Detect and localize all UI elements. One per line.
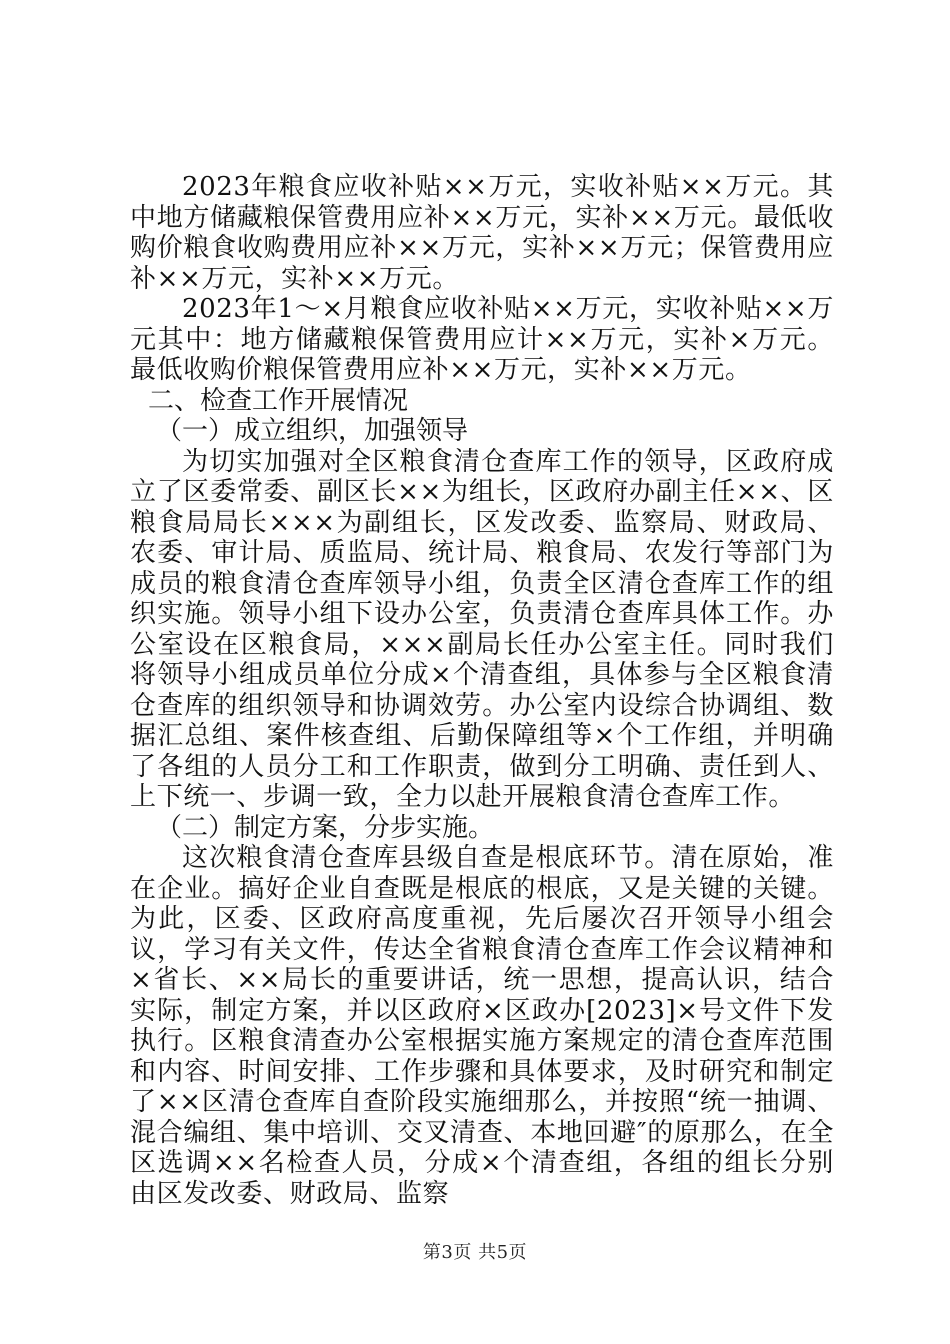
paragraph-self-inspection: 这次粮食清仓查库县级自查是根底环节。清在原始，准在企业。搞好企业自查既是根底的根底，又是关键的关键。为此，区委、区政府高度重视，先后屡次召开领导小组会议，学习有关文件，传达全省粮食清仓查库工作会议精神和×省长、××局长的重要讲话，统一思想，提高认识，结合实际，制定方案，并以区政府×区政办[2023]×号文件下发执行。区粮食清查办公室根据实施方案规定的清仓查库范围和内容、时间安排、工作步骤和具体要求，及时研究和制定了××区清仓查库自查阶段实施细那么，并按照“统一抽调、混合编组、集中培训、交叉清查、本地回避″的原那么，在全区选调××名检查人员，分成×个清查组，各组的组长分别由区发改委、财政局、监察 [130,843,834,1209]
paragraph-subsidy-2023: 2023年粮食应收补贴××万元，实收补贴××万元。其中地方储藏粮保管费用应补××万元，实补××万元。最低收购价粮食收购费用应补××万元，实补××万元；保管费用应补××万元，实补××万元。 [130,172,834,294]
paragraph-subsidy-months: 2023年1～×月粮食应收补贴××万元，实收补贴××万元其中：地方储藏粮保管费用应计××万元，实补×万元。最低收购价粮保管费用应补××万元，实补××万元。 [130,294,834,385]
section-heading-inspection: 二、检查工作开展情况 [148,385,409,416]
subsection-heading-organization: （一）成立组织，加强领导 [156,416,469,446]
subsection-heading-plan: （二）制定方案，分步实施。 [156,812,495,843]
paragraph-leadership-group: 为切实加强对全区粮食清仓查库工作的领导，区政府成立了区委常委、副区长××为组长，区政府办副主任××、区粮食局局长×××为副组长，区发改委、监察局、财政局、农委、审计局、质监局、统计局、粮食局、农发行等部门为成员的粮食清仓查库领导小组，负责全区清仓查库工作的组织实施。领导小组下设办公室，负责清仓查库具体工作。办公室设在区粮食局，×××副局长任办公室主任。同时我们将领导小组成员单位分成×个清查组，具体参与全区粮食清仓查库的组织领导和协调效劳。办公室内设综合协调组、数据汇总组、案件核查组、后勤保障组等×个工作组，并明确了各组的人员分工和工作职责，做到分工明确、责任到人、上下统一、步调一致，全力以赴开展粮食清仓查库工作。 [130,446,834,812]
page-number-footer: 第3页 共5页 [422,1242,528,1263]
document-body [130,172,834,1209]
